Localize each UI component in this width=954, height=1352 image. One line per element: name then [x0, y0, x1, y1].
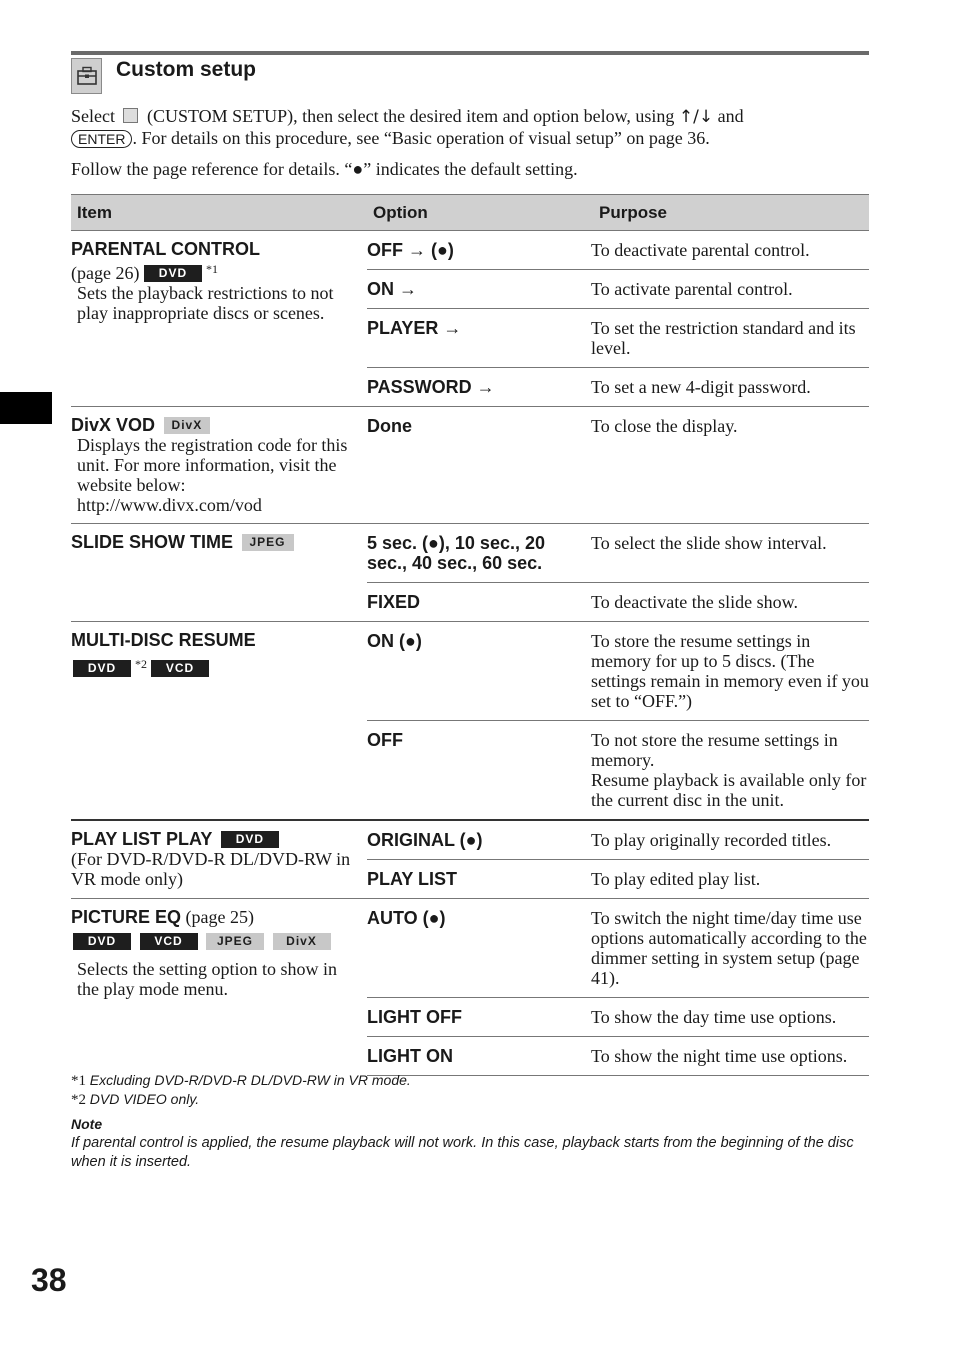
note-text: If parental control is applied, the resume playback will not work. In this case, playback starts from the beginning of the disc when it is inserted.: [71, 1135, 854, 1170]
table-row: [71, 820, 869, 860]
custom-setup-table: [71, 194, 869, 1076]
item-play-list-play: [71, 820, 367, 899]
item-divx-vod: [71, 407, 367, 524]
intro-select: Select: [71, 106, 115, 126]
item-name: SLIDE SHOW TIME: [71, 532, 233, 552]
purpose-text: Resume playback is available only for the current disc in the unit.: [591, 770, 867, 810]
item-description: Sets the playback restrictions to not play inappropriate discs or scenes.: [77, 283, 334, 323]
footnote-mark: *1: [71, 1073, 86, 1089]
option-cell: Done: [367, 407, 591, 524]
intro-custom-setup: (CUSTOM SETUP), then select the desired item and option below, using: [146, 106, 675, 126]
table-row: [71, 899, 869, 998]
intro-rest: . For details on this procedure, see “Basic operation of visual setup” on page 36.: [132, 128, 710, 148]
dvd-badge: DVD: [73, 933, 131, 950]
option-cell: ORIGINAL (●): [367, 820, 591, 860]
item-description: Displays the registration code for this unit. For more information, visit the website below: http://www.divx.com/vod: [77, 435, 348, 515]
footnotes: [71, 1071, 411, 1109]
item-name: DivX VOD: [71, 415, 156, 435]
item-name: MULTI-DISC RESUME: [71, 630, 256, 650]
option-cell: ON (●): [367, 622, 591, 721]
footnote-mark: *2: [71, 1092, 86, 1108]
item-picture-eq: [71, 899, 367, 1076]
toolbox-icon: [71, 58, 102, 94]
enter-key: ENTER: [71, 130, 132, 148]
custom-setup-icon: [123, 108, 138, 123]
purpose-cell: To switch the night time/day time use options automatically according to the dimmer setting in system setup (page 41).: [591, 899, 869, 998]
dvd-badge: DVD: [73, 660, 131, 677]
item-page-ref: (page 25): [185, 907, 254, 927]
purpose-cell: To deactivate parental control.: [591, 240, 810, 260]
divx-badge: DivX: [164, 417, 211, 434]
item-description: (For DVD-R/DVD-R DL/DVD-RW in VR mode only): [71, 849, 351, 889]
footnote-text: Excluding DVD-R/DVD-R DL/DVD-RW in VR mode.: [89, 1072, 411, 1088]
purpose-cell: To set a new 4-digit password.: [591, 368, 869, 407]
intro-paragraph: [71, 106, 871, 149]
option-cell: OFF → (●): [367, 240, 454, 260]
option-cell: OFF: [367, 721, 591, 821]
purpose-cell: To activate parental control.: [591, 270, 869, 309]
table-row: [71, 524, 869, 583]
purpose-cell: To show the night time use options.: [591, 1037, 869, 1076]
section-title: Custom setup: [116, 58, 257, 81]
footnote-ref: *1: [205, 262, 218, 276]
vcd-badge: VCD: [140, 933, 198, 950]
jpeg-badge: JPEG: [242, 534, 294, 551]
up-down-arrows-icon: ↑/↓: [678, 107, 714, 127]
intro-line2: Follow the page reference for details. “●” indicates the default setting.: [71, 159, 578, 179]
option-cell: PASSWORD →: [367, 368, 591, 407]
section-top-rule: [71, 51, 869, 55]
purpose-cell: To play edited play list.: [591, 860, 869, 899]
item-slide-show-time: [71, 524, 367, 622]
item-name: PICTURE EQ: [71, 907, 182, 927]
vcd-badge: VCD: [151, 660, 209, 677]
option-cell: LIGHT ON: [367, 1037, 591, 1076]
dvd-badge: DVD: [221, 831, 279, 848]
option-cell: PLAYER →: [367, 309, 591, 368]
item-multi-disc-resume: [71, 622, 367, 821]
item-description: Selects the setting option to show in the play mode menu.: [77, 959, 337, 999]
footnote-text: DVD VIDEO only.: [89, 1091, 200, 1107]
purpose-cell: To select the slide show interval.: [591, 524, 869, 583]
purpose-cell: To store the resume settings in memory for up to 5 discs. (The settings remain in memory even if you set to “OFF.”): [591, 622, 869, 721]
divx-badge: DivX: [273, 933, 331, 950]
footnote-2: [71, 1090, 411, 1109]
header-purpose: Purpose: [591, 195, 869, 231]
intro-and: and: [717, 106, 744, 126]
side-tab-marker: [0, 392, 52, 424]
purpose-cell: To deactivate the slide show.: [591, 583, 869, 622]
option-cell: FIXED: [367, 583, 591, 622]
option-cell: ON →: [367, 270, 591, 309]
item-name: PARENTAL CONTROL: [71, 239, 260, 259]
footnote-ref: *2: [135, 657, 147, 671]
purpose-cell: To set the restriction standard and its level.: [591, 309, 869, 368]
jpeg-badge: JPEG: [206, 933, 264, 950]
dvd-badge: DVD: [144, 265, 202, 282]
item-page-ref: (page 26): [71, 263, 140, 283]
table-row: [71, 407, 869, 524]
note-title: Note: [71, 1116, 103, 1132]
option-cell: LIGHT OFF: [367, 998, 591, 1037]
purpose-cell: To play originally recorded titles.: [591, 820, 869, 860]
option-cell: AUTO (●): [367, 899, 591, 998]
purpose-cell: [591, 721, 869, 821]
item-name: PLAY LIST PLAY: [71, 829, 213, 849]
table-row: [71, 622, 869, 721]
item-parental-control: [71, 231, 367, 407]
table-row: [71, 231, 869, 270]
page-number: 38: [31, 1262, 67, 1298]
header-item: Item: [71, 195, 367, 231]
option-cell: PLAY LIST: [367, 860, 591, 899]
purpose-text: To not store the resume settings in memory.: [591, 730, 838, 770]
option-cell: 5 sec. (●), 10 sec., 20 sec., 40 sec., 60 sec.: [367, 524, 591, 583]
footnote-1: [71, 1071, 411, 1090]
purpose-cell: To close the display.: [591, 407, 869, 524]
header-option: Option: [367, 195, 591, 231]
purpose-cell: To show the day time use options.: [591, 998, 869, 1037]
